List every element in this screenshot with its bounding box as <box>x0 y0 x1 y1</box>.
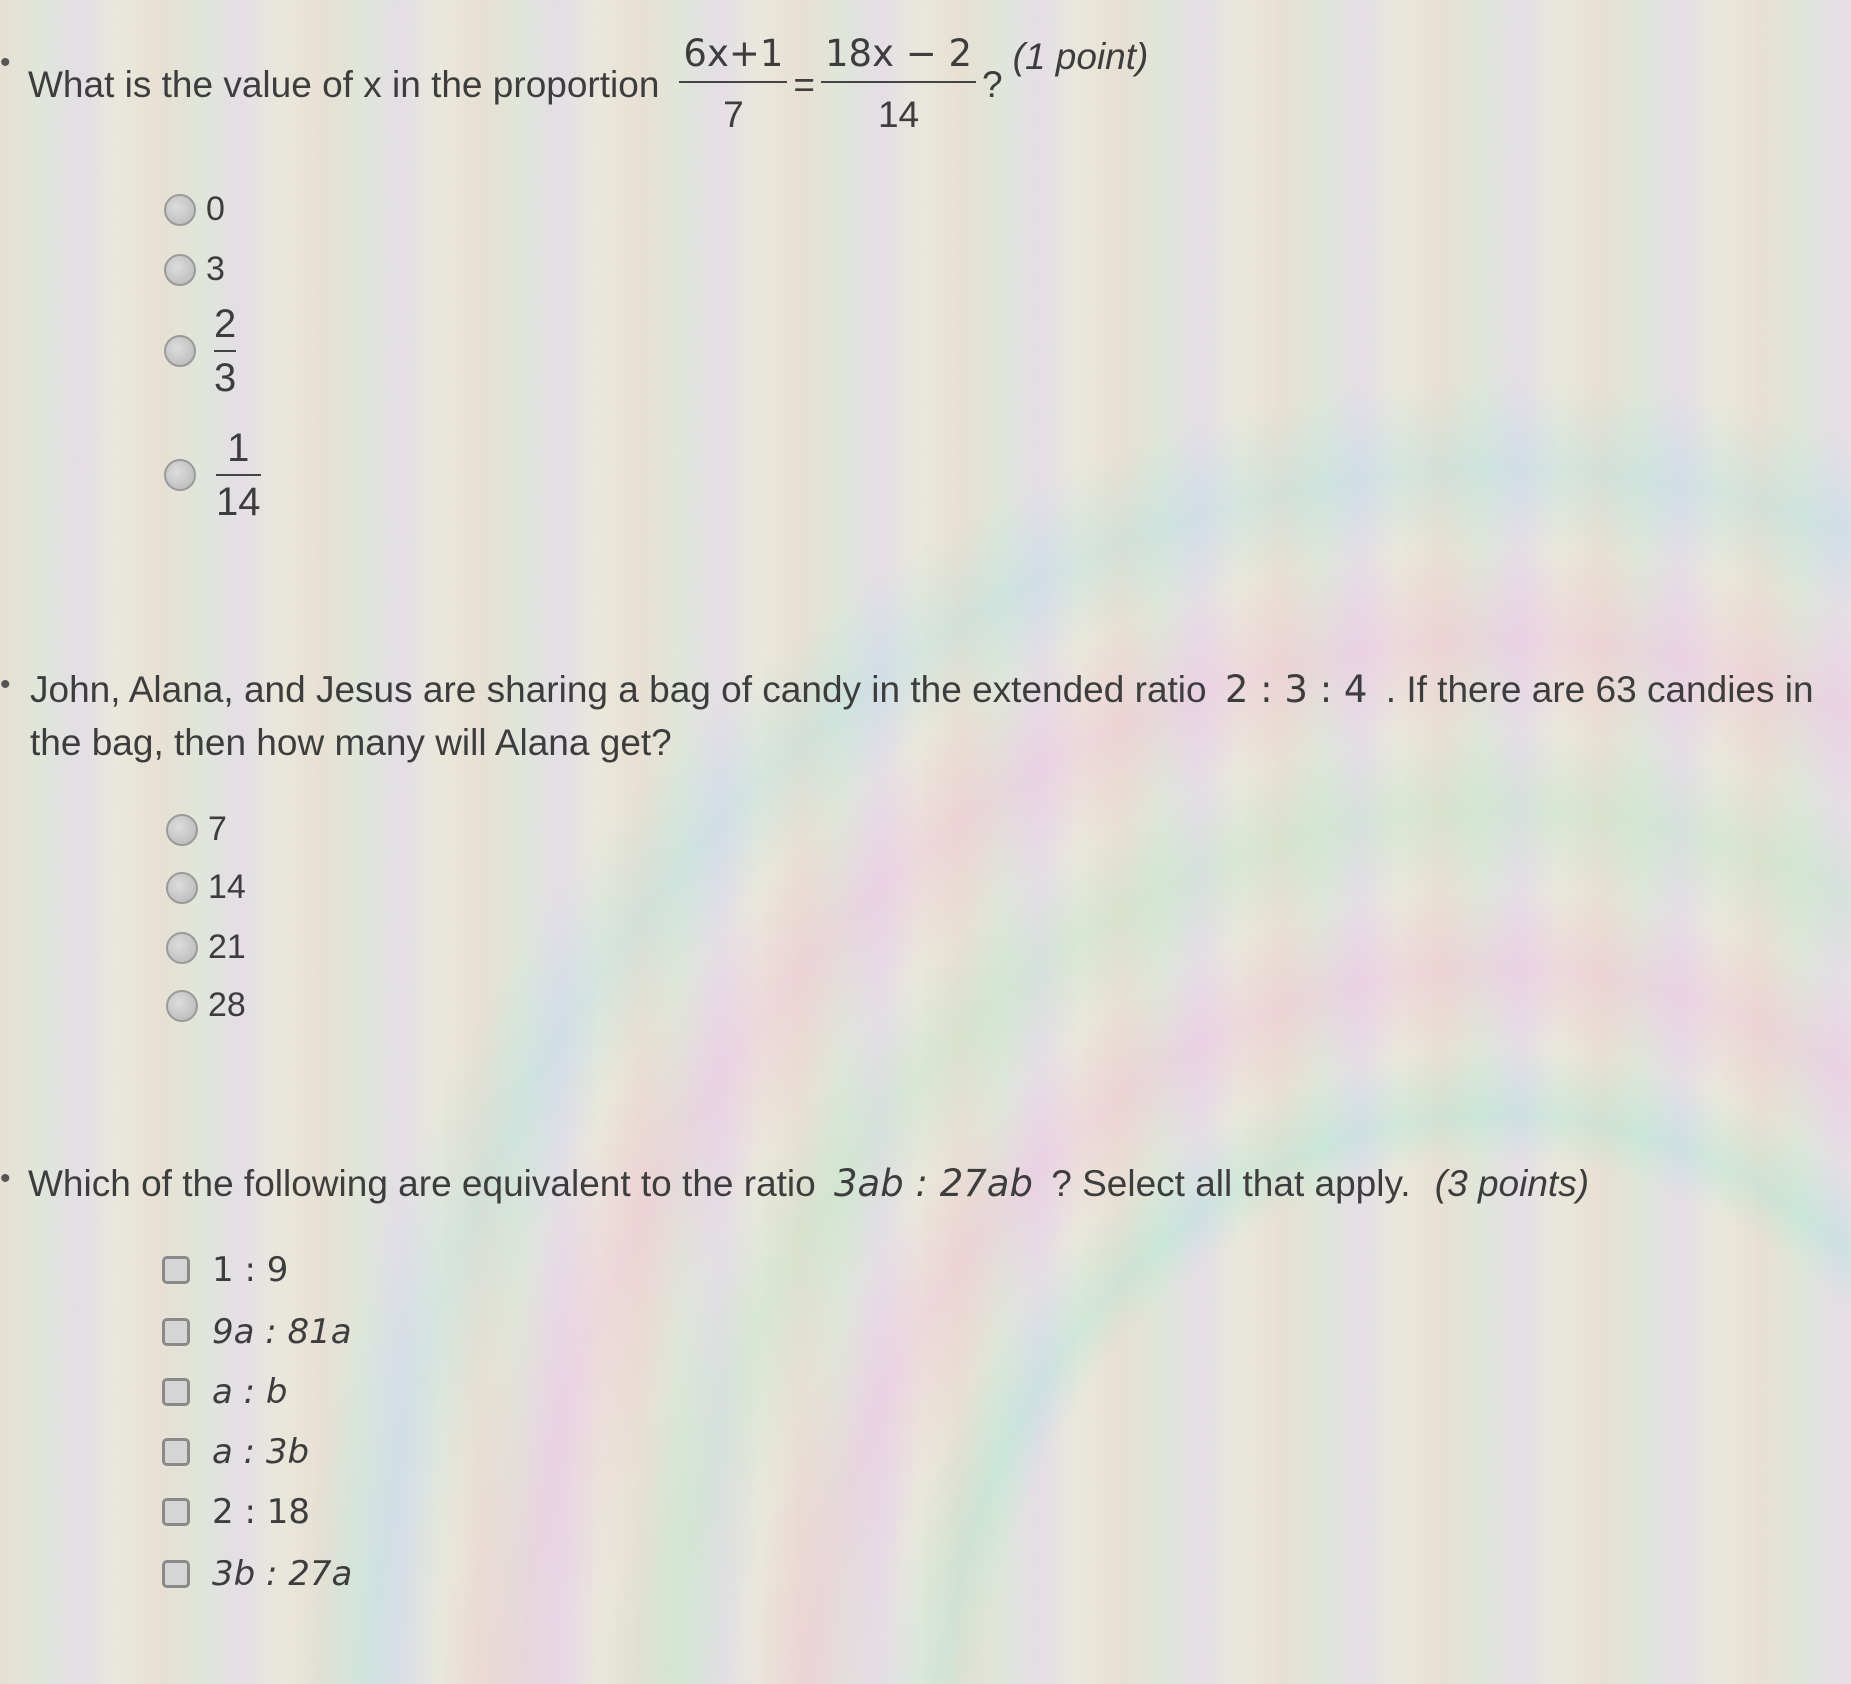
radio-button[interactable] <box>164 194 196 226</box>
q1-option-0[interactable]: 0 <box>164 190 225 229</box>
q2-option-21[interactable]: 21 <box>166 928 246 967</box>
radio-button[interactable] <box>166 872 198 904</box>
radio-button[interactable] <box>166 990 198 1022</box>
q1-option-2-thirds[interactable] <box>164 302 236 400</box>
fraction-option: $\frac{2}{3}$ <box>214 302 237 400</box>
radio-button[interactable] <box>164 459 196 491</box>
radio-button[interactable] <box>164 335 196 367</box>
q3-option-2[interactable]: 9a : 81a <box>162 1312 352 1352</box>
q3-option-5[interactable]: 2 : 18 <box>162 1492 310 1532</box>
question-3-text: Which of the following are equivalent to the ratio <box>28 1163 816 1204</box>
q1-option-1-fourteenth[interactable] <box>164 426 261 524</box>
question-3-points: (3 points) <box>1434 1163 1590 1204</box>
q3-option-6[interactable]: 3b : 27a <box>162 1554 352 1594</box>
question-1-points: (1 point) <box>1012 35 1149 77</box>
fraction-right: $\frac{18x - 2}{14}$ <box>821 30 976 139</box>
q2-option-28[interactable]: 28 <box>166 986 246 1025</box>
question-bullet: • <box>0 46 11 79</box>
q1-option-3[interactable]: 3 <box>164 250 225 289</box>
question-1-prefix: What is the value of x in the proportion <box>28 63 660 105</box>
checkbox[interactable] <box>162 1438 190 1466</box>
question-bullet: • <box>0 1162 11 1195</box>
fraction-left: $\frac{6x+1}{7}$ <box>679 30 787 139</box>
question-1 <box>0 30 1149 139</box>
checkbox[interactable] <box>162 1560 190 1588</box>
checkbox[interactable] <box>162 1498 190 1526</box>
question-2-text-end: . If there are 63 candies in <box>1385 669 1814 710</box>
checkbox[interactable] <box>162 1318 190 1346</box>
q3-option-4[interactable]: a : 3b <box>162 1432 309 1472</box>
question-2-line2: the bag, then how many will Alana get? <box>30 722 672 764</box>
equals-sign: = <box>793 63 815 105</box>
fraction-option: $\frac{1}{14}$ <box>216 426 261 524</box>
question-2 <box>0 666 1840 767</box>
checkbox[interactable] <box>162 1256 190 1284</box>
q2-option-14[interactable]: 14 <box>166 868 246 907</box>
question-1-suffix: ? <box>982 63 1003 105</box>
q3-option-3[interactable]: a : b <box>162 1372 288 1412</box>
question-3-ratio: 3ab : 27ab <box>834 1162 1033 1205</box>
q2-option-7[interactable]: 7 <box>166 810 227 849</box>
question-2-text: John, Alana, and Jesus are sharing a bag of candy in the extended ratio <box>30 669 1207 710</box>
radio-button[interactable] <box>164 254 196 286</box>
question-bullet: • <box>0 668 11 701</box>
radio-button[interactable] <box>166 814 198 846</box>
checkbox[interactable] <box>162 1378 190 1406</box>
question-3-text-end: ? Select all that apply. <box>1051 1163 1411 1204</box>
question-2-ratio: 2 : 3 : 4 <box>1224 668 1368 711</box>
question-3 <box>0 1160 1840 1207</box>
q3-option-1[interactable]: 1 : 9 <box>162 1250 288 1290</box>
radio-button[interactable] <box>166 932 198 964</box>
